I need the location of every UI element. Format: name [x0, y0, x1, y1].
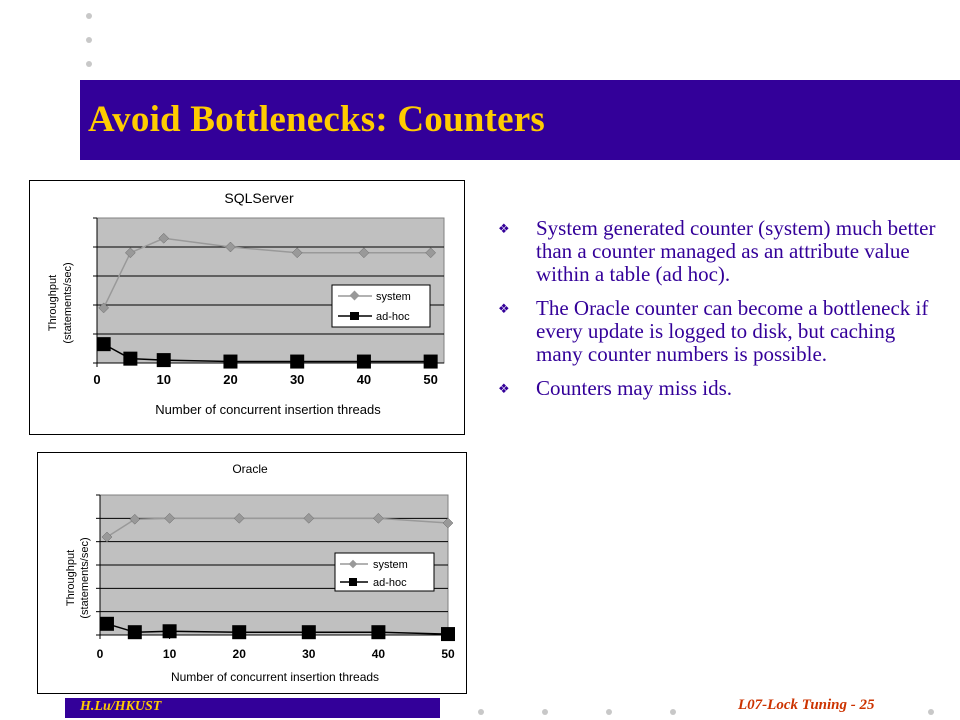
legend-marker-adhoc — [349, 578, 357, 586]
diamond-bullet-icon: ❖ — [498, 222, 510, 237]
legend-label-system: system — [376, 291, 411, 303]
x-tick-label: 20 — [223, 372, 238, 387]
bullet-text: The Oracle counter can become a bottleneck if every update is logged to disk, but caching many counter numbers is possible. — [536, 296, 929, 366]
data-point-ad-hoc — [302, 625, 316, 639]
y-axis-label-unit: (statements/sec) — [79, 537, 91, 619]
legend-label-system: system — [373, 559, 408, 571]
sqlserver-chart — [30, 181, 464, 434]
sqlserver-chart-frame — [29, 180, 465, 435]
y-axis-label: Throughput — [47, 274, 59, 332]
chart-title: Oracle — [232, 462, 268, 476]
data-point-ad-hoc — [232, 625, 246, 639]
bullet-item — [498, 377, 938, 400]
decor-dot — [478, 709, 484, 715]
oracle-chart-frame — [37, 452, 467, 694]
bullet-text: System generated counter (system) much better than a counter managed as an attribute value within a table (ad hoc). — [536, 216, 936, 286]
decor-dot — [542, 709, 548, 715]
data-point-ad-hoc — [371, 625, 385, 639]
decor-dot — [86, 37, 92, 43]
decor-dot — [86, 13, 92, 19]
data-point-ad-hoc — [424, 355, 438, 369]
legend-marker-adhoc — [350, 312, 359, 320]
bullet-text: Counters may miss ids. — [536, 376, 733, 400]
x-tick-label: 10 — [162, 647, 177, 661]
chart-title: SQLServer — [224, 190, 294, 206]
x-tick-label: 40 — [371, 647, 386, 661]
decor-dot — [928, 709, 934, 715]
decor-dot — [606, 709, 612, 715]
chart-legend — [332, 285, 430, 327]
data-point-ad-hoc — [290, 355, 304, 369]
x-tick-label: 0 — [93, 372, 101, 387]
x-tick-label: 20 — [232, 647, 246, 661]
decor-dot — [86, 61, 92, 67]
data-point-ad-hoc — [441, 627, 455, 641]
legend-label-adhoc: ad-hoc — [373, 577, 407, 589]
footer-author: H.Lu/HKUST — [80, 699, 162, 714]
x-tick-label: 50 — [441, 647, 455, 661]
data-point-ad-hoc — [128, 625, 142, 639]
data-point-ad-hoc — [123, 352, 137, 366]
x-tick-label: 30 — [289, 372, 305, 387]
x-tick-label: 30 — [302, 647, 316, 661]
bullet-list — [498, 217, 938, 411]
oracle-chart — [38, 453, 466, 693]
decor-dot — [670, 709, 676, 715]
data-point-ad-hoc — [163, 624, 177, 638]
x-tick-label: 10 — [156, 372, 171, 387]
x-tick-label: 0 — [96, 647, 104, 661]
data-point-ad-hoc — [100, 617, 114, 631]
diamond-bullet-icon: ❖ — [498, 382, 510, 397]
x-tick-label: 50 — [423, 372, 438, 387]
y-axis-label: Throughput — [65, 549, 77, 607]
legend-label-adhoc: ad-hoc — [376, 311, 410, 323]
footer-page-label: L07-Lock Tuning - 25 — [738, 697, 875, 713]
y-axis-label-unit: (statements/sec) — [62, 262, 74, 344]
bullet-item — [498, 217, 938, 286]
x-axis-label: Number of concurrent insertion threads — [170, 670, 380, 684]
x-axis-label: Number of concurrent insertion threads — [155, 402, 381, 417]
data-point-ad-hoc — [223, 355, 237, 369]
data-point-ad-hoc — [157, 353, 171, 367]
slide-title: Avoid Bottlenecks: Counters — [88, 99, 545, 140]
diamond-bullet-icon: ❖ — [498, 302, 510, 317]
data-point-ad-hoc — [97, 337, 111, 351]
bullet-item — [498, 297, 938, 366]
x-tick-label: 40 — [356, 372, 372, 387]
chart-legend — [335, 553, 434, 591]
data-point-ad-hoc — [357, 355, 371, 369]
